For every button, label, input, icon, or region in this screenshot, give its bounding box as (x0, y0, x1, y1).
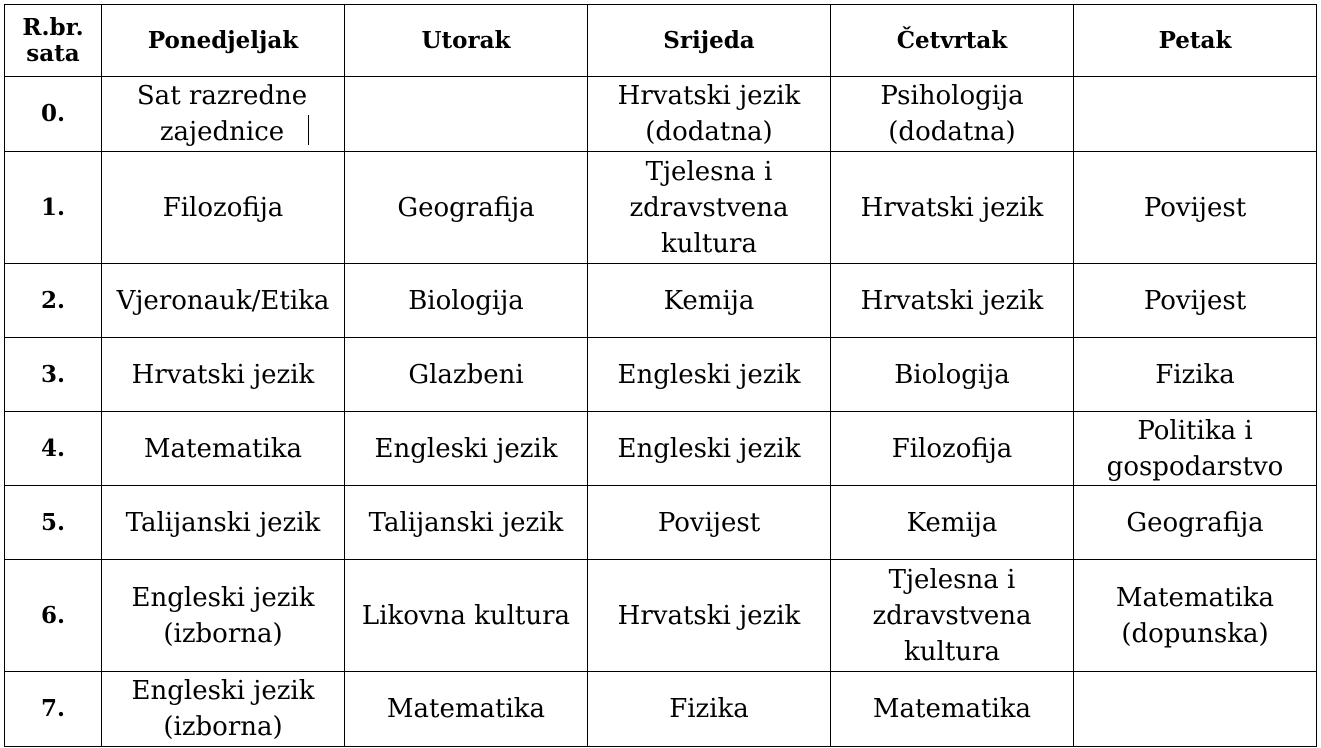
table-cell[interactable]: Hrvatski jezik (102, 338, 345, 412)
table-cell[interactable]: Biologija (831, 338, 1074, 412)
table-row (5, 672, 1317, 747)
table-cell[interactable]: Fizika (1074, 338, 1317, 412)
table-row (5, 338, 1317, 412)
table-cell[interactable]: Engleski jezik (345, 412, 588, 486)
lesson-number: 2. (5, 264, 102, 338)
table-cell[interactable] (345, 77, 588, 152)
header-day-wednesday: Srijeda (588, 5, 831, 77)
table-cell[interactable]: Hrvatski jezik (588, 560, 831, 672)
table-cell[interactable]: Geografija (345, 152, 588, 264)
table-cell[interactable]: Matematika (345, 672, 588, 747)
table-cell[interactable]: Hrvatski jezik (831, 264, 1074, 338)
table-cell[interactable]: Matematika (831, 672, 1074, 747)
header-lesson-number: R.br. sata (5, 5, 102, 77)
table-cell[interactable]: Povijest (588, 486, 831, 560)
table-row (5, 264, 1317, 338)
table-cell[interactable]: Kemija (831, 486, 1074, 560)
table-cell[interactable]: Kemija (588, 264, 831, 338)
lesson-number: 0. (5, 77, 102, 152)
table-cell[interactable]: Povijest (1074, 152, 1317, 264)
table-cell[interactable]: Hrvatski jezik (dodatna) (588, 77, 831, 152)
header-day-friday: Petak (1074, 5, 1317, 77)
table-cell[interactable]: Talijanski jezik (345, 486, 588, 560)
lesson-number: 1. (5, 152, 102, 264)
table-cell[interactable]: Matematika (102, 412, 345, 486)
table-row (5, 560, 1317, 672)
table-cell[interactable] (102, 77, 345, 152)
table-cell[interactable]: Fizika (588, 672, 831, 747)
lesson-number: 7. (5, 672, 102, 747)
table-cell[interactable]: Geografija (1074, 486, 1317, 560)
table-cell[interactable]: Glazbeni (345, 338, 588, 412)
table-cell[interactable]: Engleski jezik (izborna) (102, 672, 345, 747)
header-day-monday: Ponedjeljak (102, 5, 345, 77)
lesson-number: 4. (5, 412, 102, 486)
table-cell[interactable]: Hrvatski jezik (831, 152, 1074, 264)
table-cell[interactable]: Matematika (dopunska) (1074, 560, 1317, 672)
table-cell[interactable]: Povijest (1074, 264, 1317, 338)
cell-text: Sat razredne zajednice (136, 81, 308, 147)
text-cursor (308, 115, 309, 145)
table-row (5, 486, 1317, 560)
lesson-number: 3. (5, 338, 102, 412)
table-cell[interactable]: Tjelesna i zdravstvena kultura (831, 560, 1074, 672)
table-cell[interactable]: Psihologija (dodatna) (831, 77, 1074, 152)
lesson-number: 6. (5, 560, 102, 672)
table-cell[interactable]: Filozofija (831, 412, 1074, 486)
table-cell[interactable]: Talijanski jezik (102, 486, 345, 560)
table-cell[interactable]: Vjeronauk/Etika (102, 264, 345, 338)
header-row (5, 5, 1317, 77)
table-cell[interactable] (1074, 77, 1317, 152)
table-cell[interactable]: Tjelesna i zdravstvena kultura (588, 152, 831, 264)
table-cell[interactable]: Biologija (345, 264, 588, 338)
table-cell[interactable]: Likovna kultura (345, 560, 588, 672)
table-cell[interactable]: Engleski jezik (588, 338, 831, 412)
header-day-tuesday: Utorak (345, 5, 588, 77)
table-row (5, 412, 1317, 486)
table-row (5, 152, 1317, 264)
table-cell[interactable]: Engleski jezik (izborna) (102, 560, 345, 672)
lesson-number: 5. (5, 486, 102, 560)
table-cell[interactable] (1074, 672, 1317, 747)
table-cell[interactable]: Politika i gospodarstvo (1074, 412, 1317, 486)
timetable (4, 4, 1317, 747)
table-row (5, 77, 1317, 152)
table-cell[interactable]: Engleski jezik (588, 412, 831, 486)
table-cell[interactable]: Filozofija (102, 152, 345, 264)
header-day-thursday: Četvrtak (831, 5, 1074, 77)
